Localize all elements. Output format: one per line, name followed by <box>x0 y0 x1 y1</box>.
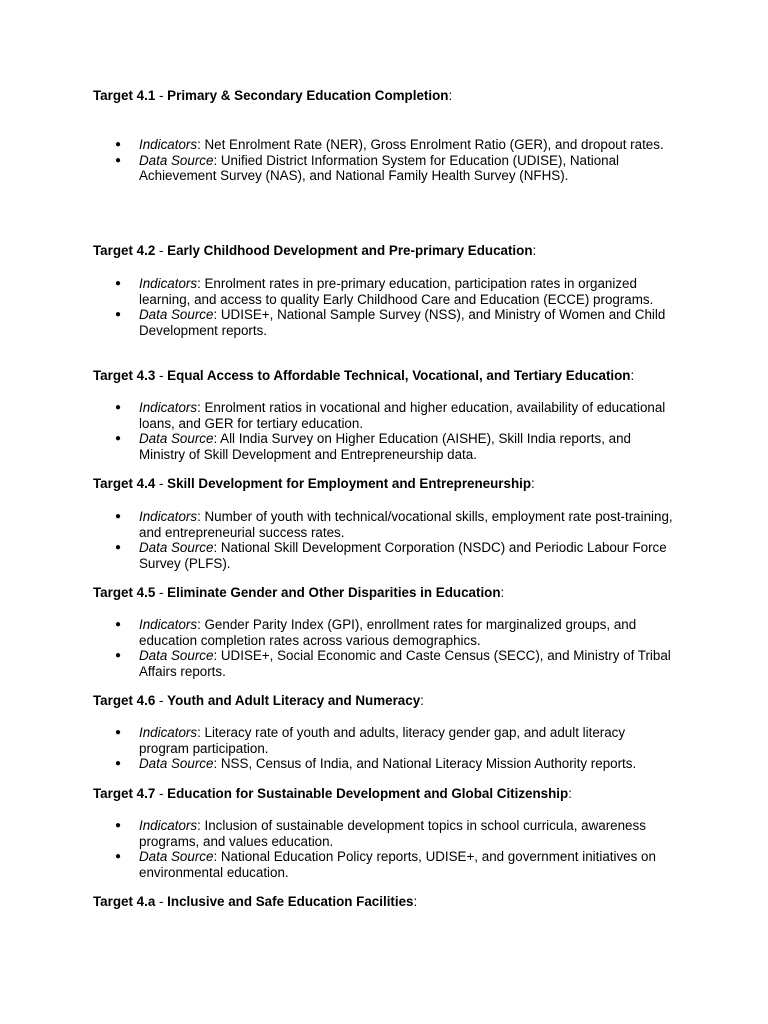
target-bullet-list <box>139 400 674 462</box>
target-bullet-list <box>139 725 674 772</box>
target-title: Early Childhood Development and Pre-primary Education <box>167 243 533 258</box>
target-id: Target 4.3 <box>93 368 156 383</box>
target-id: Target 4.6 <box>93 693 156 708</box>
target-id: Target 4.5 <box>93 585 156 600</box>
target-id: Target 4.2 <box>93 243 156 258</box>
indicators-text: : Literacy rate of youth and adults, literacy gender gap, and adult literacy program participation. <box>139 725 626 756</box>
data-source-text: : National Education Policy reports, UDISE+, and government initiatives on environmental education. <box>139 849 656 880</box>
heading-separator: - <box>155 894 168 909</box>
indicators-label: Indicators <box>139 509 198 524</box>
target-title: Primary & Secondary Education Completion <box>167 88 449 103</box>
heading-colon: : <box>630 368 635 383</box>
heading-colon: : <box>413 894 418 909</box>
indicators-text: : Gender Parity Index (GPI), enrollment rates for marginalized groups, and education completion rates across various demographics. <box>139 617 637 648</box>
indicators-label: Indicators <box>139 617 198 632</box>
indicators-text: : Enrolment rates in pre-primary education, participation rates in organized learning, and access to quality Early Childhood Care and Education (ECCE) programs. <box>139 276 654 307</box>
data-source-text: : UDISE+, Social Economic and Caste Census (SECC), and Ministry of Tribal Affairs reports. <box>139 648 671 679</box>
heading-separator: - <box>155 368 168 383</box>
target-bullet-list <box>139 276 674 338</box>
indicators-item <box>139 276 674 307</box>
target-title: Youth and Adult Literacy and Numeracy <box>167 693 421 708</box>
target-title: Equal Access to Affordable Technical, Vocational, and Tertiary Education <box>167 368 631 383</box>
target-heading <box>93 693 693 709</box>
target-heading <box>93 368 693 384</box>
heading-colon: : <box>420 693 424 708</box>
data-source-text: : UDISE+, National Sample Survey (NSS), and Ministry of Women and Child Development reports. <box>139 307 666 338</box>
target-title: Eliminate Gender and Other Disparities in Education <box>167 585 501 600</box>
target-id: Target 4.4 <box>93 476 156 491</box>
indicators-item <box>139 617 674 648</box>
indicators-text: : Inclusion of sustainable development topics in school curricula, awareness programs, and values education. <box>139 818 646 849</box>
indicators-text: : Net Enrolment Rate (NER), Gross Enrolment Ratio (GER), and dropout rates. <box>197 137 664 152</box>
indicators-label: Indicators <box>139 725 198 740</box>
heading-colon: : <box>568 786 572 801</box>
data-source-item <box>139 849 674 880</box>
data-source-item <box>139 756 674 772</box>
indicators-label: Indicators <box>139 137 198 152</box>
data-source-text: : NSS, Census of India, and National Literacy Mission Authority reports. <box>213 756 637 772</box>
heading-separator: - <box>155 243 168 258</box>
target-heading <box>93 585 693 601</box>
target-title: Inclusive and Safe Education Facilities <box>167 894 414 909</box>
heading-separator: - <box>155 786 168 801</box>
target-bullet-list <box>139 509 674 571</box>
data-source-item <box>139 431 674 462</box>
target-heading <box>93 476 693 492</box>
target-heading <box>93 786 693 802</box>
target-id: Target 4.1 <box>93 88 156 103</box>
heading-colon: : <box>500 585 505 600</box>
target-title: Education for Sustainable Development and Global Citizenship <box>167 786 569 801</box>
heading-separator: - <box>155 476 168 491</box>
target-heading <box>93 88 693 104</box>
data-source-label: Data Source <box>139 307 214 323</box>
indicators-text: : Enrolment ratios in vocational and higher education, availability of educational loans, and GER for tertiary education. <box>139 400 666 431</box>
heading-separator: - <box>155 585 168 600</box>
data-source-label: Data Source <box>139 849 214 865</box>
indicators-label: Indicators <box>139 400 198 415</box>
data-source-label: Data Source <box>139 431 214 447</box>
data-source-text: : Unified District Information System for Education (UDISE), National Achievement Survey (NAS), and National Family Health Survey (NFHS). <box>139 152 620 184</box>
data-source-text: : National Skill Development Corporation (NSDC) and Periodic Labour Force Survey (PLFS). <box>139 540 667 571</box>
heading-separator: - <box>155 88 168 103</box>
heading-colon: : <box>448 88 453 103</box>
indicators-label: Indicators <box>139 818 198 833</box>
target-heading <box>93 894 693 910</box>
indicators-item <box>139 725 674 756</box>
heading-colon: : <box>532 243 537 258</box>
data-source-label: Data Source <box>139 648 214 664</box>
indicators-label: Indicators <box>139 276 198 291</box>
target-bullet-list <box>139 818 674 880</box>
data-source-item <box>139 540 674 571</box>
indicators-item <box>139 400 674 431</box>
heading-colon: : <box>531 476 535 491</box>
data-source-label: Data Source <box>139 756 214 772</box>
target-bullet-list <box>139 137 674 184</box>
indicators-item <box>139 137 674 153</box>
data-source-text: : All India Survey on Higher Education (AISHE), Skill India reports, and Ministry of Skill Development and Entrepreneurship data. <box>139 431 631 462</box>
target-id: Target 4.a <box>93 894 156 909</box>
indicators-item <box>139 818 674 849</box>
target-id: Target 4.7 <box>93 786 156 801</box>
data-source-label: Data Source <box>139 152 214 168</box>
heading-separator: - <box>155 693 168 708</box>
data-source-label: Data Source <box>139 540 214 556</box>
data-source-item <box>139 307 674 338</box>
data-source-item <box>139 153 674 184</box>
indicators-item <box>139 509 674 540</box>
indicators-text: : Number of youth with technical/vocational skills, employment rate post-training, and entrepreneurial success rates. <box>139 509 673 540</box>
target-heading <box>93 243 693 259</box>
target-title: Skill Development for Employment and Entrepreneurship <box>167 476 532 491</box>
target-bullet-list <box>139 617 674 679</box>
data-source-item <box>139 648 674 679</box>
